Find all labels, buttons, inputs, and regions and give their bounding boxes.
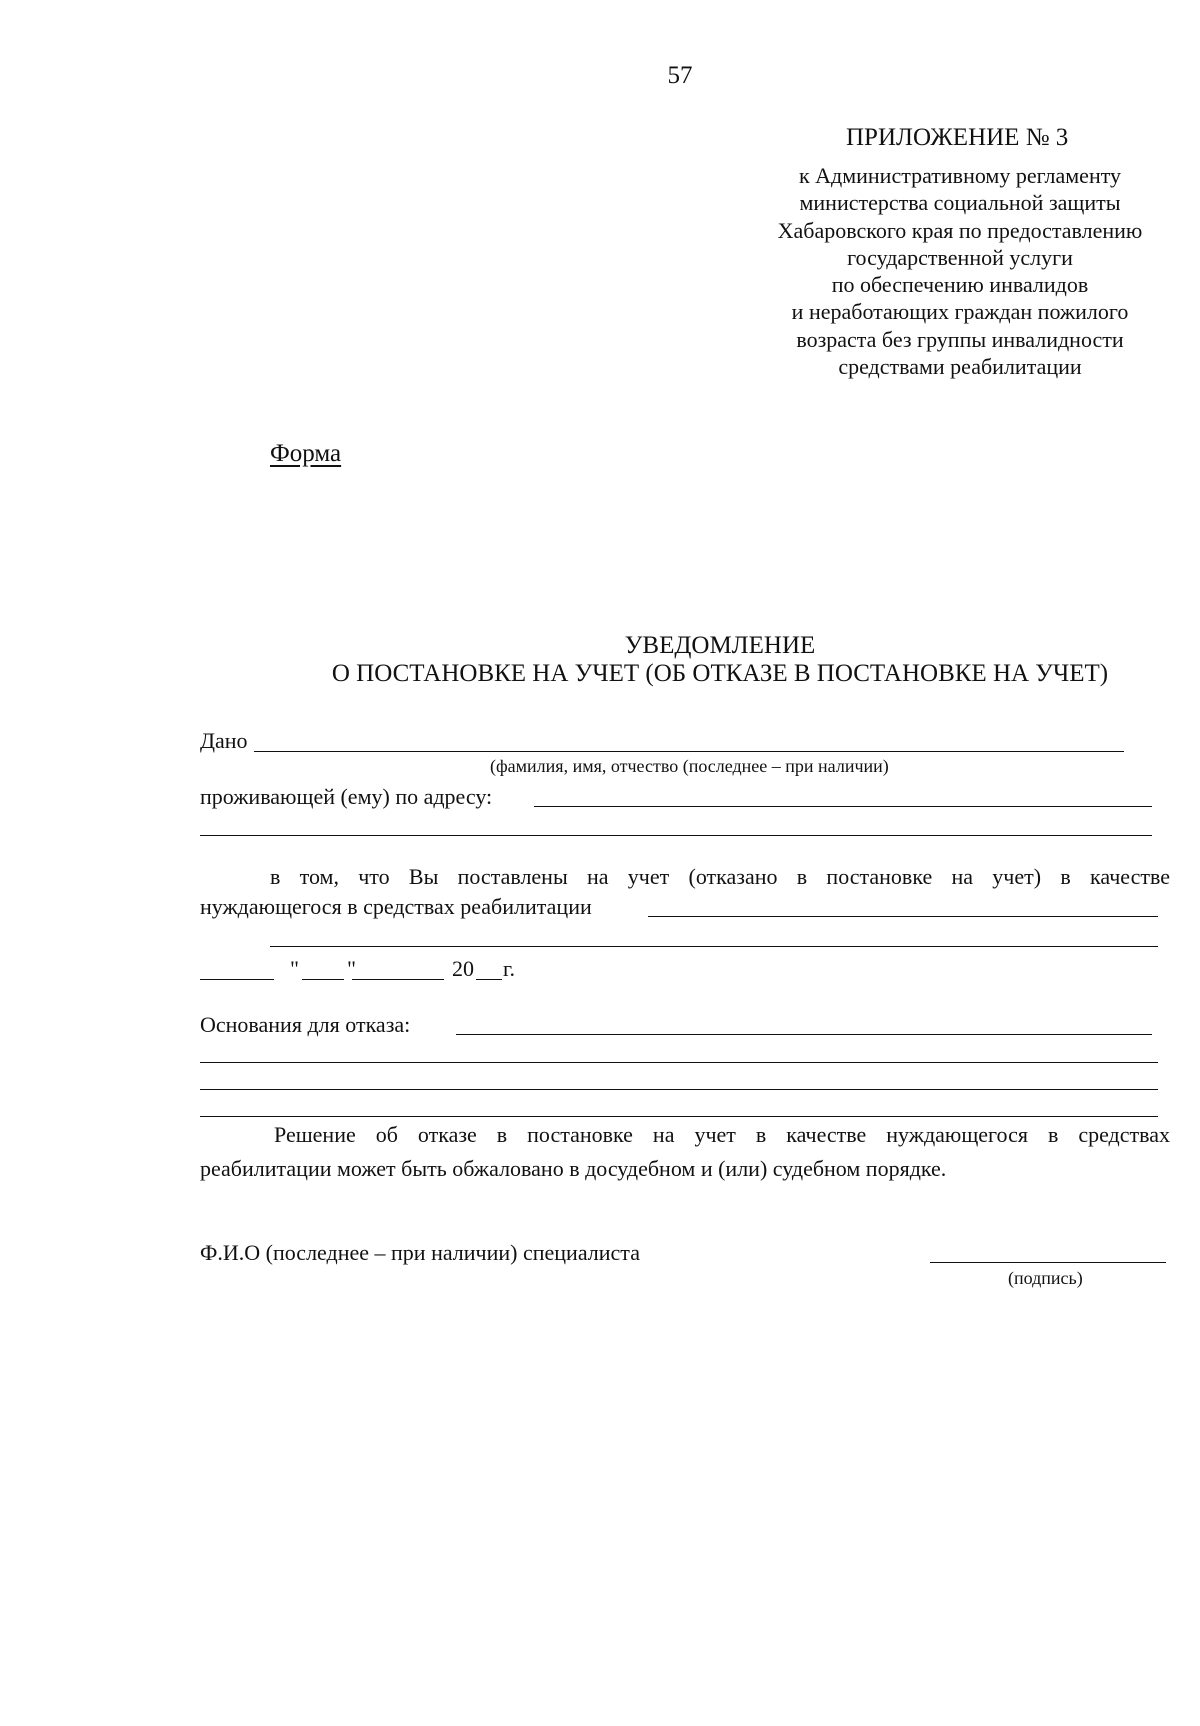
status-text-line1: в том, что Вы поставлены на учет (отказано в постановке на учет) в качестве [270, 864, 1170, 889]
appendix-line: по обеспечению инвалидов [831, 272, 1089, 298]
rehab-means-field-continued[interactable] [270, 946, 1158, 947]
notice-subtitle: О ПОСТАНОВКЕ НА УЧЕТ (ОБ ОТКАЗЕ В ПОСТАНОВКЕ НА УЧЕТ) [331, 660, 1109, 687]
date-quote-close: " [347, 956, 356, 981]
signature-field[interactable] [930, 1262, 1166, 1263]
fio-caption: (фамилия, имя, отчество (последнее – при наличии) [490, 756, 889, 776]
date-prefix-field[interactable] [200, 979, 274, 980]
specialist-label: Ф.И.О (последнее – при наличии) специалиста [200, 1240, 640, 1265]
date-year-prefix: 20 [452, 956, 474, 981]
appendix-line: государственной услуги [847, 244, 1073, 270]
appendix-line: к Административному регламенту [798, 163, 1122, 188]
appendix-line: министерства социальной защиты [799, 190, 1121, 216]
appeal-text-line1: Решение об отказе в постановке на учет в качестве нуждающегося в средствах [274, 1122, 1170, 1147]
date-day-field[interactable] [302, 979, 344, 980]
signature-caption: (подпись) [1008, 1268, 1083, 1288]
page-number: 57 [667, 62, 693, 89]
appendix-line: возраста без группы инвалидности [796, 326, 1124, 352]
date-quote-open: " [290, 956, 299, 981]
appeal-text-line2: реабилитации может быть обжаловано в досудебном и (или) судебном порядке. [200, 1156, 947, 1181]
given-label: Дано [200, 728, 248, 753]
form-label: Форма [270, 440, 342, 467]
address-field[interactable] [534, 806, 1152, 807]
rehab-means-field[interactable] [648, 916, 1158, 917]
appendix-line: Хабаровского края по предоставлению [777, 217, 1143, 243]
date-year-field[interactable] [476, 979, 502, 980]
notice-title: УВЕДОМЛЕНИЕ [624, 632, 816, 659]
appendix-line: и неработающих граждан пожилого [791, 299, 1129, 325]
refusal-field-line3[interactable] [200, 1089, 1158, 1090]
date-year-suffix: г. [503, 956, 516, 981]
refusal-field[interactable] [456, 1034, 1152, 1035]
appendix-line: средствами реабилитации [838, 354, 1082, 380]
appendix-title: ПРИЛОЖЕНИЕ № 3 [846, 124, 1069, 151]
refusal-label: Основания для отказа: [200, 1012, 411, 1037]
status-text-line2: нуждающегося в средствах реабилитации [200, 894, 592, 919]
address-label: проживающей (ему) по адресу: [200, 784, 493, 809]
address-field-continued[interactable] [200, 835, 1152, 836]
date-month-field[interactable] [352, 979, 444, 980]
fio-field[interactable] [254, 751, 1124, 752]
refusal-field-line4[interactable] [200, 1116, 1158, 1117]
refusal-field-line2[interactable] [200, 1062, 1158, 1063]
appendix-description [740, 162, 1180, 380]
